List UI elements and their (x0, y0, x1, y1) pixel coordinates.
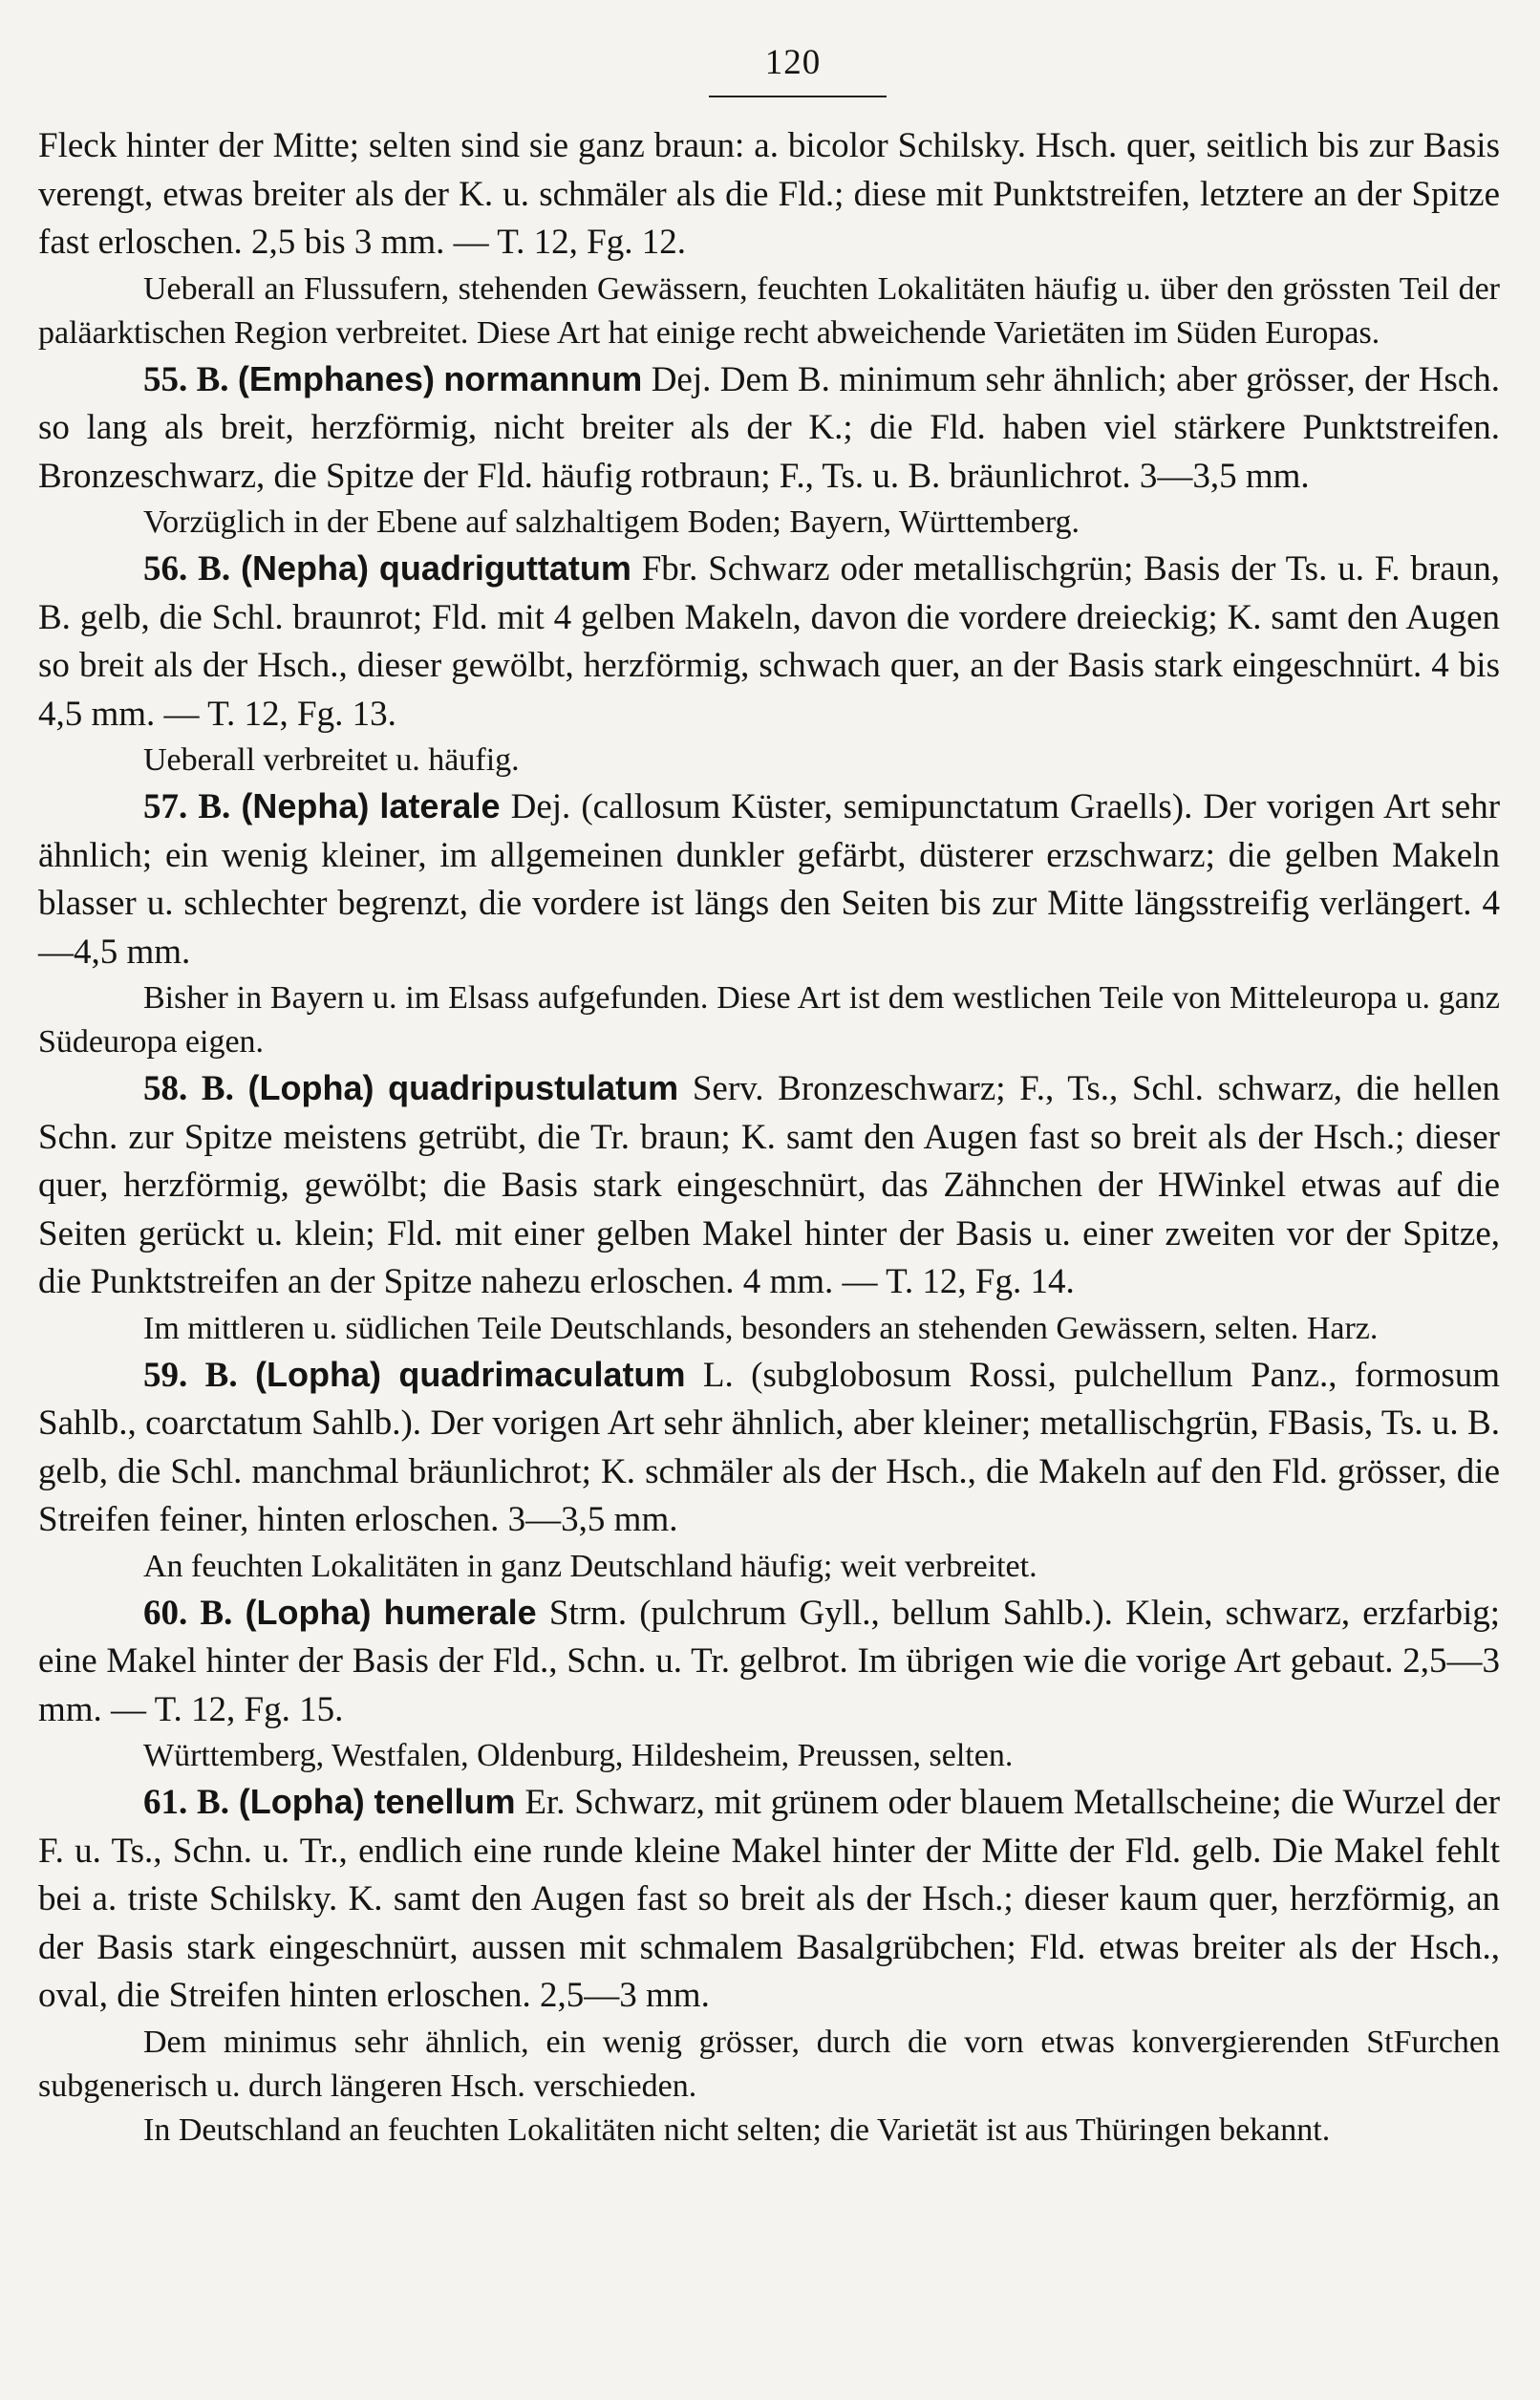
species-entries (38, 355, 1500, 2153)
distribution-note: Bisher in Bayern u. im Elsass aufgefunden. Diese Art ist dem westlichen Teile von Mitteleuropa u. ganz Südeuropa eigen. (38, 980, 1500, 1060)
species-epithet: tenellum (374, 1782, 516, 1821)
species-entry (38, 782, 1500, 976)
distribution-note: An feuchten Lokalitäten in ganz Deutschland häufig; weit verbreitet. (143, 1548, 1037, 1584)
species-epithet: normannum (443, 358, 643, 398)
genus-abbrev: B. (196, 359, 229, 399)
page-number: 120 (764, 43, 822, 82)
species-description: Serv. Bronzeschwarz; F., Ts., Schl. schwarz, die hellen Schn. zur Spitze meistens getrübt, die Tr. braun; K. samt den Augen fast so breit als der Hsch.; dieser quer, herzförmig, gewölbt; die Basis stark eingeschnürt, das Zähnchen der HWinkel etwas auf die Seiten gerückt u. klein; Fld. mit einer gelben Makel hinter der Basis u. einer zweiten vor der Spitze, die Punktstreifen an der Spitze nahezu erloschen. 4 mm. — T. 12, Fg. 14. (38, 1069, 1500, 1301)
distribution-note: Ueberall verbreitet u. häufig. (143, 742, 520, 778)
species-epithet: humerale (383, 1592, 537, 1632)
subgenus-name: (Lopha) (255, 1354, 381, 1394)
subgenus-name: (Lopha) (247, 1068, 374, 1107)
distribution-note: Vorzüglich in der Ebene auf salzhaltigem Boden; Bayern, Württemberg. (143, 504, 1080, 540)
species-number: 56. (143, 549, 188, 589)
species-entry (38, 1064, 1500, 1307)
species-entry (38, 1351, 1500, 1545)
species-description: L. (subglobosum Rossi, pulchellum Panz., formosum Sahlb., coarctatum Sahlb.). Der vorigen Art sehr ähnlich, aber kleiner; metallischgrün, FBasis, Ts. u. B. gelb, die Schl. manchmal bräunlichrot; K. schmäler als der Hsch., die Makeln auf den Fld. grösser, die Streifen feiner, hinten erloschen. 3—3,5 mm. (38, 1355, 1501, 1539)
species-epithet: quadrimaculatum (398, 1354, 686, 1394)
page-text (38, 122, 1500, 2153)
genus-abbrev: B. (201, 1069, 234, 1108)
genus-abbrev: B. (200, 1593, 233, 1633)
species-description: Er. Schwarz, mit grünem oder blauem Metallscheine; die Wurzel der F. u. Ts., Schn. u. Tr., endlich eine runde kleine Makel hinter der Mitte der Fld. gelb. Die Makel fehlt bei a. triste Schilsky. K. samt den Augen fast so breit als der Hsch.; dieser kaum quer, herzförmig, an der Basis stark eingeschnürt, aussen mit schmalem Basalgrübchen; Fld. etwas breiter als der Hsch., oval, die Streifen hinten erloschen. 2,5—3 mm. (38, 1783, 1501, 2015)
species-number: 60. (143, 1593, 188, 1633)
species-description: Dej. (callosum Küster, semipunctatum Graells). Der vorigen Art sehr ähnlich; ein wenig kleiner, im allgemeinen dunkler gefärbt, düsterer erzschwarz; die gelben Makeln blasser u. schlechter begrenzt, die vordere ist längs den Seiten bis zur Mitte längsstreifig verlängert. 4—4,5 mm. (38, 787, 1501, 972)
distribution-note: Im mittleren u. südlichen Teile Deutschlands, besonders an stehenden Gewässern, selten. Harz. (143, 1310, 1379, 1346)
subgenus-name: (Emphanes) (237, 358, 435, 398)
species-entry (38, 1778, 1500, 2021)
species-epithet: laterale (379, 786, 501, 825)
species-description: Dej. Dem B. minimum sehr ähnlich; aber grösser, der Hsch. so lang als breit, herzförmig, nicht breiter als der K.; die Fld. haben viel stärkere Punktstreifen. Bronzeschwarz, die Spitze der Fld. häufig rotbraun; F., Ts. u. B. bräunlichrot. 3—3,5 mm. (38, 359, 1500, 496)
genus-abbrev: B. (198, 787, 231, 826)
genus-abbrev: B. (204, 1355, 238, 1395)
species-number: 58. (143, 1069, 188, 1108)
distribution-note: Dem minimus sehr ähnlich, ein wenig grösser, durch die vorn etwas konvergierenden StFurchen subgenerisch u. durch längeren Hsch. verschieden. (38, 2024, 1500, 2104)
subgenus-name: (Nepha) (240, 548, 369, 588)
distribution-note: Württemberg, Westfalen, Oldenburg, Hildesheim, Preussen, selten. (143, 1738, 1014, 1773)
continued-description: Fleck hinter der Mitte; selten sind sie ganz braun: a. bicolor Schilsky. Hsch. quer, seitlich bis zur Basis verengt, etwas breiter als der K. u. schmäler als die Fld.; diese mit Punktstreifen, letztere an der Spitze fast erloschen. 2,5 bis 3 mm. — T. 12, Fg. 12. (38, 126, 1500, 262)
subgenus-name: (Lopha) (238, 1782, 365, 1821)
species-number: 57. (143, 787, 188, 826)
species-number: 59. (143, 1355, 188, 1395)
species-description: Strm. (pulchrum Gyll., bellum Sahlb.). Klein, schwarz, erzfarbig; eine Makel hinter der Basis der Fld., Schn. u. Tr. gelbrot. Im übrigen wie die vorige Art gebaut. 2,5—3 mm. — T. 12, Fg. 15. (38, 1593, 1501, 1729)
species-entry (38, 545, 1500, 739)
species-number: 55. (143, 359, 188, 399)
species-epithet: quadripustulatum (388, 1068, 679, 1107)
distribution-note: Ueberall an Flussufern, stehenden Gewässern, feuchten Lokalitäten häufig u. über den grössten Teil der paläarktischen Region verbreitet. Diese Art hat einige recht abweichende Varietäten im Süden Europas. (38, 270, 1500, 351)
genus-abbrev: B. (197, 1783, 229, 1822)
header-rule (709, 96, 887, 97)
species-entry (38, 1589, 1500, 1735)
species-number: 61. (143, 1783, 188, 1822)
subgenus-name: (Lopha) (245, 1592, 372, 1632)
species-description: Fbr. Schwarz oder metallischgrün; Basis der Ts. u. F. braun, B. gelb, die Schl. braunrot; Fld. mit 4 gelben Makeln, davon die vordere dreieckig; K. samt den Augen so breit als der Hsch., dieser gewölbt, herzförmig, schwach quer, an der Basis stark eingeschnürt. 4 bis 4,5 mm. — T. 12, Fg. 13. (38, 549, 1501, 734)
species-entry (38, 355, 1500, 502)
genus-abbrev: B. (198, 549, 231, 589)
distribution-note: In Deutschland an feuchten Lokalitäten nicht selten; die Varietät ist aus Thüringen bekannt. (143, 2111, 1331, 2148)
species-epithet: quadriguttatum (378, 548, 631, 588)
subgenus-name: (Nepha) (241, 786, 370, 825)
